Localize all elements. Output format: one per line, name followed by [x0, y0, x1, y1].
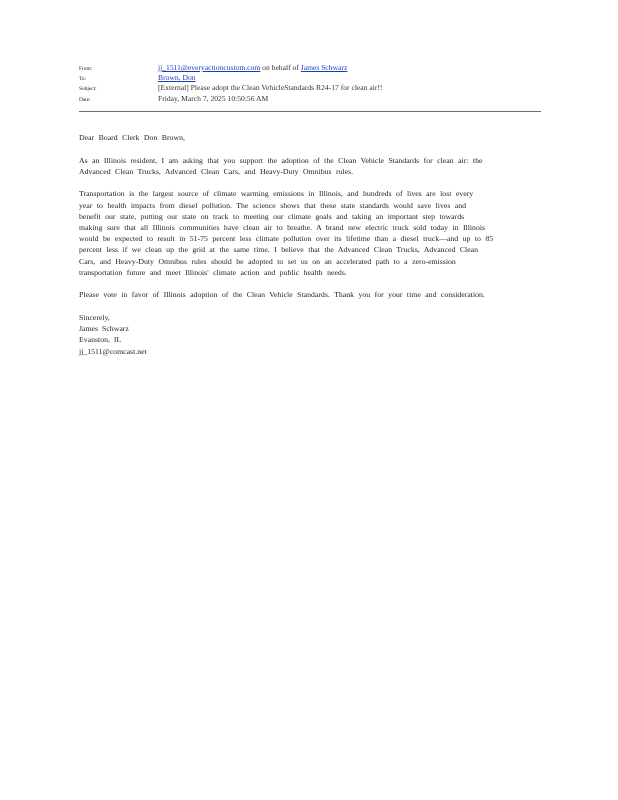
from-separator: on behalf of — [260, 63, 301, 72]
paragraph-line: percent less if we clean up the grid at the same time. I believe that the Advanced Clean Trucks, Advanced Clean — [79, 245, 479, 255]
signature-email: jj_1511@comcast.net — [79, 346, 147, 356]
paragraph-closing-request: Please vote in favor of Illinois adoption of the Clean Vehicle Standards. Thank you for your time and consideration. — [79, 290, 485, 300]
subject-value: [External] Please adopt the Clean VehicleStandards R24-17 for clean air!! — [158, 83, 383, 93]
to-label: To: — [79, 76, 87, 83]
paragraph-line: would be expected to result in 51-75 percent less climate pollution over its lifetime than a diesel truck—and up to 85 — [79, 234, 494, 244]
signature-block — [79, 312, 541, 357]
recipient-link[interactable]: Brown, Don — [158, 73, 196, 83]
paragraph-rationale — [79, 188, 541, 278]
date-value: Friday, March 7, 2025 10:50:56 AM — [158, 93, 269, 103]
date-label: Date: — [79, 96, 91, 103]
paragraph-line: transportation future and meet Illinois' climate action and public health needs. — [79, 267, 347, 277]
date-row — [79, 94, 541, 104]
paragraph-line: As an Illinois resident, I am asking that you support the adoption of the Clean Vehicle Standards for clean air: the — [79, 155, 483, 165]
signature-name: James Schwarz — [79, 324, 129, 334]
paragraph-line: making sure that all Illinois communities have clean air to breathe. A brand new electric truck sold today in Illinois — [79, 223, 486, 232]
paragraph-line: year to health impacts from diesel pollution. The science shows that these state standards would save lives and — [79, 200, 467, 210]
paragraph-line: Cars, and Heavy-Duty Omnibus rules should be adopted to set us on an accelerated path to a zero-emission — [79, 256, 456, 266]
email-body — [79, 132, 541, 357]
paragraph-line: benefit our state, putting our state on track to meeting our climate goals and taking an important step towards — [79, 211, 465, 221]
header-divider — [79, 111, 541, 112]
paragraph-line: Transportation is the largest source of climate warming emissions in Illinois, and hundreds of lives are lost every — [79, 189, 474, 199]
from-row — [79, 63, 541, 73]
subject-row — [79, 83, 541, 93]
paragraph-request — [79, 155, 541, 177]
signature-closing: Sincerely, — [79, 313, 110, 322]
paragraph-line: Advanced Clean Trucks, Advanced Clean Cars, and Heavy-Duty Omnibus rules. — [79, 166, 354, 176]
greeting: Dear Board Clerk Don Brown, — [79, 133, 185, 142]
subject-label: Subject: — [79, 86, 97, 93]
from-value — [158, 63, 347, 73]
signature-location: Evanston, IL — [79, 335, 122, 345]
to-row — [79, 73, 541, 83]
sender-email-link[interactable]: jj_1511@everyactioncustom.com — [158, 63, 261, 72]
email-header — [79, 63, 541, 104]
from-label: From: — [79, 66, 93, 72]
sender-name-link[interactable]: James Schwarz — [300, 63, 348, 72]
